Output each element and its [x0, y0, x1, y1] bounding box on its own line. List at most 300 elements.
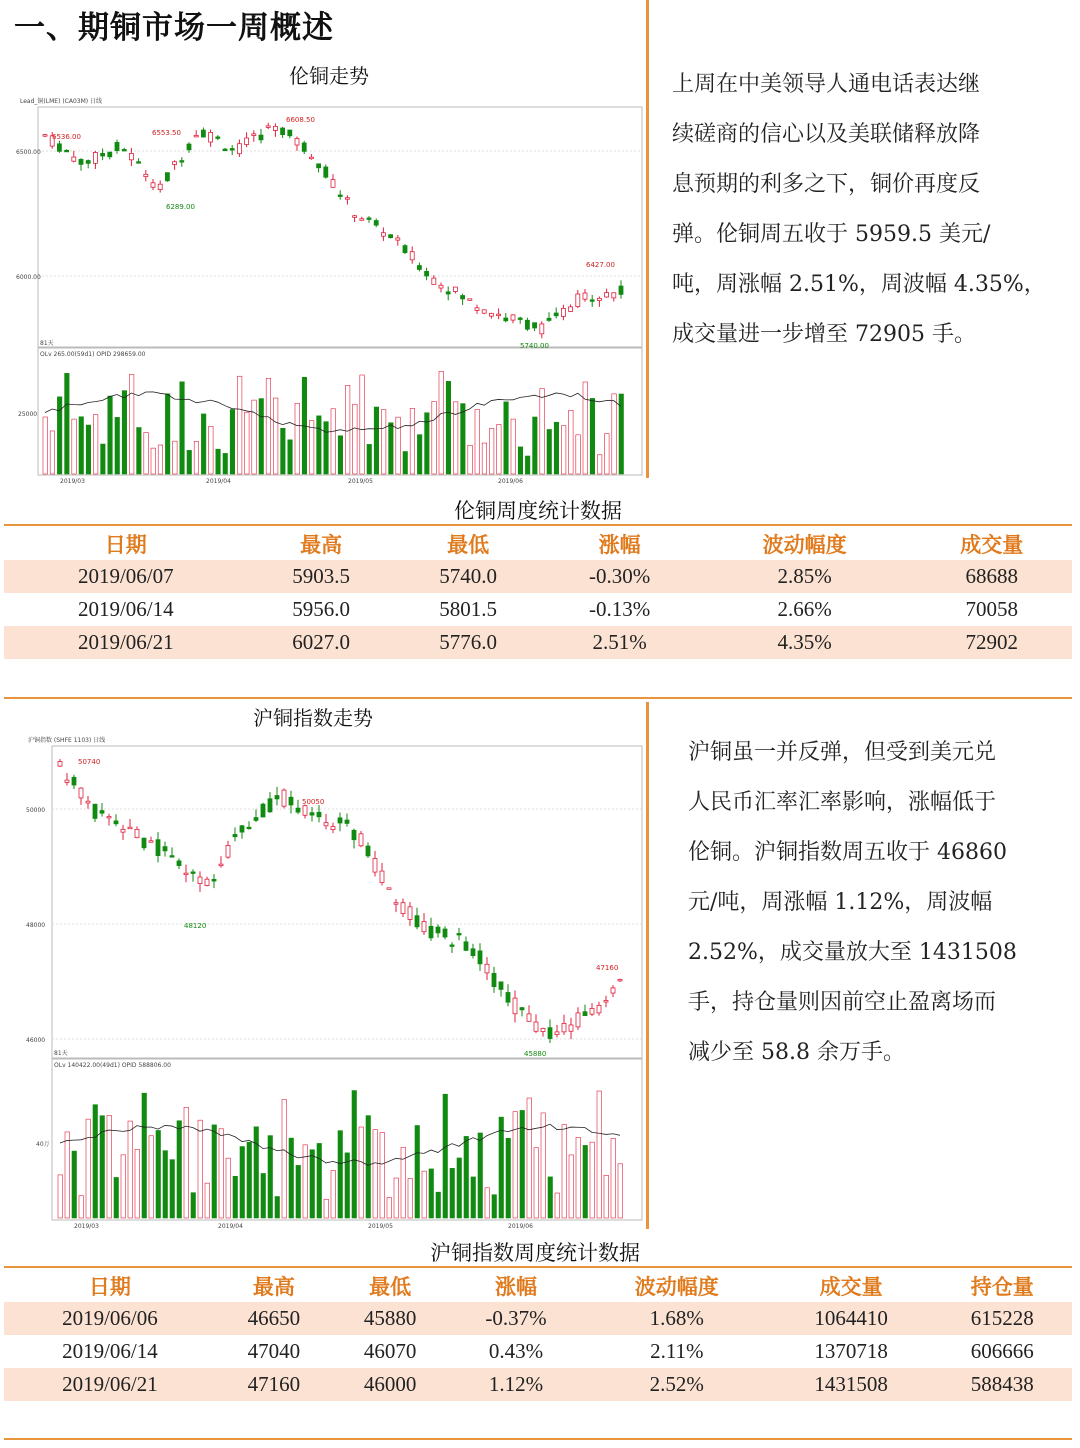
volume-bar	[180, 382, 185, 474]
table-cell: 2019/06/06	[4, 1302, 216, 1335]
volume-bar	[149, 1136, 154, 1218]
shfe-date-label: 2019/06	[508, 1223, 533, 1230]
candle	[389, 235, 393, 238]
volume-bar	[436, 1192, 441, 1218]
candle	[525, 320, 529, 329]
candle	[492, 973, 496, 986]
lme-table-top-rule	[4, 524, 1072, 526]
candle	[533, 323, 537, 328]
volume-bar	[597, 455, 602, 474]
candle	[366, 846, 370, 856]
volume-bar	[457, 1158, 462, 1218]
volume-bar	[396, 417, 401, 474]
volume-bar	[504, 402, 509, 474]
volume-bar	[191, 1193, 196, 1218]
candle	[309, 157, 313, 159]
candle	[289, 797, 293, 805]
lme-price-pane	[38, 107, 642, 347]
candle	[555, 1032, 559, 1035]
shfe-annotation: 50050	[302, 798, 325, 806]
candle	[429, 926, 433, 938]
candle	[527, 1014, 531, 1021]
volume-bar	[367, 444, 372, 474]
candle	[345, 820, 349, 823]
table-cell: 1064410	[770, 1302, 933, 1335]
candle	[569, 307, 573, 312]
volume-bar	[165, 394, 170, 474]
volume-bar	[513, 1112, 518, 1218]
col-header-date: 日期	[88, 1275, 131, 1299]
volume-bar	[50, 431, 55, 474]
volume-bar	[151, 448, 156, 474]
volume-bar	[417, 435, 422, 474]
table-cell: 2.51%	[542, 626, 698, 659]
volume-bar	[259, 399, 264, 474]
table-cell: 2019/06/07	[4, 560, 248, 593]
candle	[86, 161, 90, 164]
volume-bar	[72, 1151, 77, 1218]
volume-bar	[619, 394, 624, 474]
volume-bar	[485, 1188, 490, 1218]
candle	[163, 847, 167, 851]
table-cell: 4.35%	[698, 626, 912, 659]
volume-bar	[569, 410, 574, 474]
candle	[273, 126, 277, 130]
candle	[576, 294, 580, 307]
volume-bar	[331, 409, 336, 474]
candle	[387, 888, 391, 890]
volume-bar	[482, 443, 487, 474]
candle	[611, 988, 615, 993]
candle	[513, 998, 517, 1014]
col-header-volume: 成交量	[960, 533, 1024, 557]
shfe-commentary-line: 人民币汇率汇率影响，涨幅低于	[688, 790, 997, 815]
candle	[554, 313, 558, 316]
candle	[518, 318, 522, 320]
shfe-price-label: 46000	[26, 1037, 46, 1044]
table-cell: 5776.0	[395, 626, 542, 659]
table-row	[4, 1302, 1072, 1335]
volume-bar	[156, 1130, 161, 1218]
page-title: 一、期铜市场一周概述	[14, 10, 334, 46]
table-cell: -0.30%	[542, 560, 698, 593]
candle	[504, 318, 508, 321]
candle	[93, 152, 97, 163]
volume-bar	[373, 1130, 378, 1218]
lme-annotation: 5740.00	[520, 342, 549, 350]
shfe-commentary-line: 手，持仓量则因前空止盈离场而	[688, 990, 997, 1015]
candle	[482, 310, 486, 313]
candle	[259, 135, 263, 140]
candle	[261, 804, 265, 817]
candle	[165, 173, 169, 181]
volume-bar	[163, 1151, 168, 1218]
candle	[240, 826, 244, 832]
volume-bar	[590, 1142, 595, 1218]
volume-bar	[547, 429, 552, 474]
col-header-open-interest: 持仓量	[970, 1275, 1034, 1299]
volume-bar	[135, 1149, 140, 1218]
lme-commentary-line: 弹。伦铜周五收于 5959.5 美元/	[672, 222, 991, 247]
shfe-chart-header: 沪铜指数 (SHFE 1103) 日线	[28, 737, 106, 744]
candle	[380, 871, 384, 882]
candle	[128, 827, 132, 829]
table-row	[4, 626, 1072, 659]
volume-bar	[57, 397, 62, 474]
candle	[401, 903, 405, 914]
candle	[359, 834, 363, 846]
volume-bar	[281, 428, 286, 474]
candle	[281, 128, 285, 135]
volume-bar	[605, 434, 610, 474]
candle	[100, 811, 104, 814]
col-header-low: 最低	[447, 533, 490, 557]
candle	[296, 808, 300, 812]
candle	[331, 180, 335, 188]
shfe-commentary-line: 元/吨，周涨幅 1.12%，周波幅	[688, 890, 993, 915]
candle	[177, 861, 181, 866]
candle	[605, 293, 609, 297]
lme-date-label: 2019/03	[60, 478, 85, 485]
shfe-annotation: 45880	[524, 1050, 547, 1058]
volume-bar	[576, 435, 581, 474]
lme-annotation: 6553.50	[152, 129, 181, 137]
volume-bar	[533, 417, 538, 474]
candle	[417, 266, 421, 270]
lme-commentary	[672, 60, 1052, 360]
volume-bar	[324, 1199, 329, 1218]
candle	[107, 816, 111, 818]
volume-bar	[527, 1098, 532, 1218]
shfe-commentary-line: 减少至 58.8 余万手。	[688, 1040, 905, 1065]
col-header-volume: 成交量	[819, 1275, 883, 1299]
candle	[590, 1008, 594, 1014]
candle	[230, 149, 234, 151]
table-cell: 2.66%	[777, 597, 832, 621]
volume-bar	[142, 1093, 147, 1218]
volume-bar	[604, 1175, 609, 1218]
candle	[317, 164, 321, 168]
volume-bar	[497, 425, 502, 474]
candle	[122, 149, 126, 151]
candle	[618, 979, 622, 981]
candle	[373, 858, 377, 872]
volume-bar	[492, 1195, 497, 1218]
candle	[511, 315, 515, 320]
volume-bar	[453, 402, 458, 474]
candle	[597, 1005, 601, 1012]
volume-bar	[612, 394, 617, 474]
candle	[345, 198, 349, 200]
volume-bar	[223, 453, 228, 474]
candle	[43, 135, 47, 137]
candle	[489, 313, 493, 316]
col-header-range: 波动幅度	[634, 1275, 719, 1299]
shfe-table-top-rule	[4, 1266, 1072, 1268]
volume-bar	[93, 1105, 98, 1218]
volume-bar	[309, 421, 314, 474]
volume-bar	[380, 1133, 385, 1218]
candle	[331, 827, 335, 830]
volume-bar	[158, 445, 163, 474]
candle	[295, 139, 299, 146]
candle	[547, 318, 551, 320]
shfe-table-title: 沪铜指数周度统计数据	[430, 1241, 640, 1265]
volume-bar	[464, 1136, 469, 1218]
candle	[478, 951, 482, 964]
volume-bar	[562, 1125, 567, 1218]
volume-bar	[590, 398, 595, 474]
volume-bar	[303, 1145, 308, 1218]
candle	[156, 840, 160, 856]
candle	[245, 138, 249, 145]
col-header-change: 涨幅	[598, 533, 641, 557]
volume-bar	[296, 1165, 301, 1218]
candle	[223, 149, 227, 151]
candle	[394, 903, 398, 905]
candle	[475, 308, 479, 311]
candle	[233, 834, 237, 836]
volume-bar	[439, 371, 444, 474]
volume-bar	[288, 440, 293, 474]
table-cell: -0.13%	[589, 597, 651, 621]
candle	[201, 130, 205, 137]
candle	[453, 287, 457, 291]
lme-annotation: 6427.00	[586, 261, 615, 269]
col-header-high: 最高	[300, 533, 343, 557]
candle	[180, 161, 184, 163]
volume-bar	[43, 417, 48, 474]
lme-bar-count: 81天	[40, 340, 54, 347]
shfe-annotation: 50740	[78, 758, 101, 766]
table-cell: 2.11%	[650, 1339, 704, 1363]
lme-commentary-line: 吨，周涨幅 2.51%，周波幅 4.35%，	[672, 272, 1046, 297]
volume-bar	[506, 1138, 511, 1218]
volume-bar	[245, 412, 250, 474]
candle	[410, 252, 414, 260]
table-cell: 2019/06/14	[62, 1339, 158, 1363]
table-cell: -0.37%	[448, 1302, 584, 1335]
table-cell: 46650	[216, 1302, 332, 1335]
shfe-commentary	[688, 728, 1058, 1078]
candle	[144, 174, 148, 176]
volume-bar	[478, 1133, 483, 1218]
candle	[604, 1000, 608, 1002]
lme-stats-table	[4, 528, 1072, 659]
volume-bar	[101, 444, 106, 474]
volume-bar	[499, 1117, 504, 1218]
volume-bar	[115, 417, 120, 474]
candle	[485, 964, 489, 973]
table-cell: 0.43%	[488, 1339, 544, 1363]
volume-bar	[170, 1160, 175, 1218]
shfe-bar-count: 81天	[54, 1050, 68, 1057]
table-cell: 6027.0	[248, 626, 395, 659]
volume-bar	[177, 1121, 182, 1218]
shfe-vol-axis-label: 40万	[36, 1141, 50, 1148]
candle	[65, 780, 69, 782]
page-bottom-rule	[4, 1438, 1072, 1440]
table-cell: 2019/06/21	[4, 1368, 216, 1401]
table-row	[4, 1368, 1072, 1401]
lme-date-label: 2019/05	[348, 478, 373, 485]
volume-bar	[618, 1164, 623, 1218]
volume-bar	[359, 1127, 364, 1218]
candle	[415, 916, 419, 927]
candle	[367, 218, 371, 220]
volume-bar	[443, 1094, 448, 1218]
candle	[135, 829, 139, 837]
table-cell: 1431508	[770, 1368, 933, 1401]
table-cell: 588438	[932, 1368, 1072, 1401]
candle	[619, 286, 623, 294]
col-header-low: 最低	[369, 1275, 412, 1299]
candle	[457, 933, 461, 935]
candle	[302, 143, 306, 151]
candle	[597, 298, 601, 300]
volume-bar	[366, 1116, 371, 1218]
table-cell: 615228	[932, 1302, 1072, 1335]
candle	[184, 873, 188, 875]
volume-bar	[415, 1126, 420, 1218]
candle	[129, 153, 133, 159]
shfe-commentary-line: 伦铜。沪铜指数周五收于 46860	[688, 840, 1007, 865]
volume-bar	[534, 1148, 539, 1218]
lme-table-title: 伦铜周度统计数据	[454, 499, 622, 523]
volume-bar	[128, 1121, 133, 1218]
volume-bar	[205, 1183, 210, 1218]
table-cell: 5801.5	[439, 597, 498, 621]
volume-bar	[403, 452, 408, 474]
candle	[422, 921, 426, 931]
volume-bar	[310, 1150, 315, 1218]
volume-bar	[331, 1171, 336, 1218]
volume-bar	[266, 378, 271, 474]
candle	[541, 1028, 545, 1031]
candle	[374, 221, 378, 226]
volume-bar	[201, 414, 206, 474]
candle	[548, 1028, 552, 1039]
table-cell: 2019/06/14	[77, 597, 174, 621]
volume-bar	[387, 1198, 392, 1218]
volume-bar	[79, 1196, 84, 1218]
candle	[108, 152, 112, 157]
lme-chart-header: Lead_铜(LME) (CA03M) 日线	[20, 98, 103, 105]
volume-bar	[240, 1147, 245, 1218]
volume-bar	[122, 391, 127, 474]
lme-commentary-line: 上周在中美领导人通电话表达继	[672, 72, 981, 97]
candle	[101, 153, 105, 156]
candle	[497, 314, 501, 316]
volume-bar	[555, 1193, 560, 1218]
table-cell: 1.12%	[448, 1368, 584, 1401]
candle	[205, 879, 209, 885]
candle	[191, 872, 195, 874]
volume-bar	[471, 1177, 476, 1218]
lme-date-label: 2019/04	[206, 478, 231, 485]
table-cell: 70058	[965, 597, 1019, 621]
candle	[254, 818, 258, 821]
candle	[198, 877, 202, 884]
lme-annotation: 6608.50	[286, 116, 315, 124]
candle	[338, 818, 342, 823]
candle	[226, 845, 230, 857]
lme-vol-header: OLv 265.00(59d1) OPID 298659.00	[40, 351, 146, 358]
volume-bar	[237, 376, 242, 474]
candle	[212, 879, 216, 881]
candle	[288, 130, 292, 136]
volume-bar	[108, 396, 113, 474]
table-row	[4, 1335, 1072, 1368]
volume-bar	[540, 389, 545, 474]
section-divider	[4, 697, 1072, 699]
volume-bar	[137, 428, 142, 474]
candle	[173, 162, 177, 165]
shfe-commentary-line: 沪铜虽一并反弹，但受到美元兑	[688, 740, 997, 765]
table-cell: 2.52%	[584, 1368, 770, 1401]
volume-bar	[401, 1147, 406, 1218]
volume-bar	[230, 410, 235, 474]
candle	[443, 929, 447, 937]
volume-bar	[611, 1139, 616, 1218]
candle	[247, 827, 251, 829]
candle	[338, 195, 342, 197]
volume-bar	[394, 1178, 399, 1218]
shfe-annotation: 47160	[596, 964, 619, 972]
candle	[252, 134, 256, 136]
table-header-row	[4, 528, 1072, 560]
candle	[562, 1023, 566, 1031]
volume-bar	[338, 436, 343, 474]
table-cell: 46070	[363, 1339, 417, 1363]
candle	[194, 135, 198, 137]
candle	[142, 838, 146, 848]
volume-bar	[219, 1129, 224, 1218]
candle	[353, 216, 357, 218]
candle	[396, 238, 400, 240]
volume-bar	[389, 423, 394, 474]
candle	[121, 829, 125, 832]
lme-annotation: 6289.00	[166, 203, 195, 211]
candle	[561, 308, 565, 316]
table-cell: 47160	[216, 1368, 332, 1401]
candle	[79, 788, 83, 798]
candle	[310, 813, 314, 815]
lme-annotation: 6536.00	[52, 133, 81, 141]
candle	[72, 777, 76, 785]
shfe-chart-title: 沪铜指数走势	[253, 706, 373, 730]
volume-bar	[295, 403, 300, 474]
candle	[352, 830, 356, 839]
candle	[403, 246, 407, 253]
volume-bar	[261, 1173, 266, 1218]
volume-bar	[226, 1158, 231, 1218]
table-row	[4, 560, 1072, 593]
volume-bar	[129, 374, 134, 474]
candle	[499, 982, 503, 990]
candle	[275, 796, 279, 799]
shfe-commentary-line: 2.52%，成交量放大至 1431508	[688, 940, 1017, 965]
shfe-annotation: 48120	[184, 922, 207, 930]
table-cell: 2019/06/21	[4, 626, 248, 659]
candle	[506, 992, 510, 1002]
table-cell: 68688	[912, 560, 1072, 593]
candle	[282, 790, 286, 806]
candle	[464, 942, 468, 951]
candle	[408, 907, 412, 920]
volume-bar	[525, 456, 530, 474]
table-header-row	[4, 1270, 1072, 1302]
